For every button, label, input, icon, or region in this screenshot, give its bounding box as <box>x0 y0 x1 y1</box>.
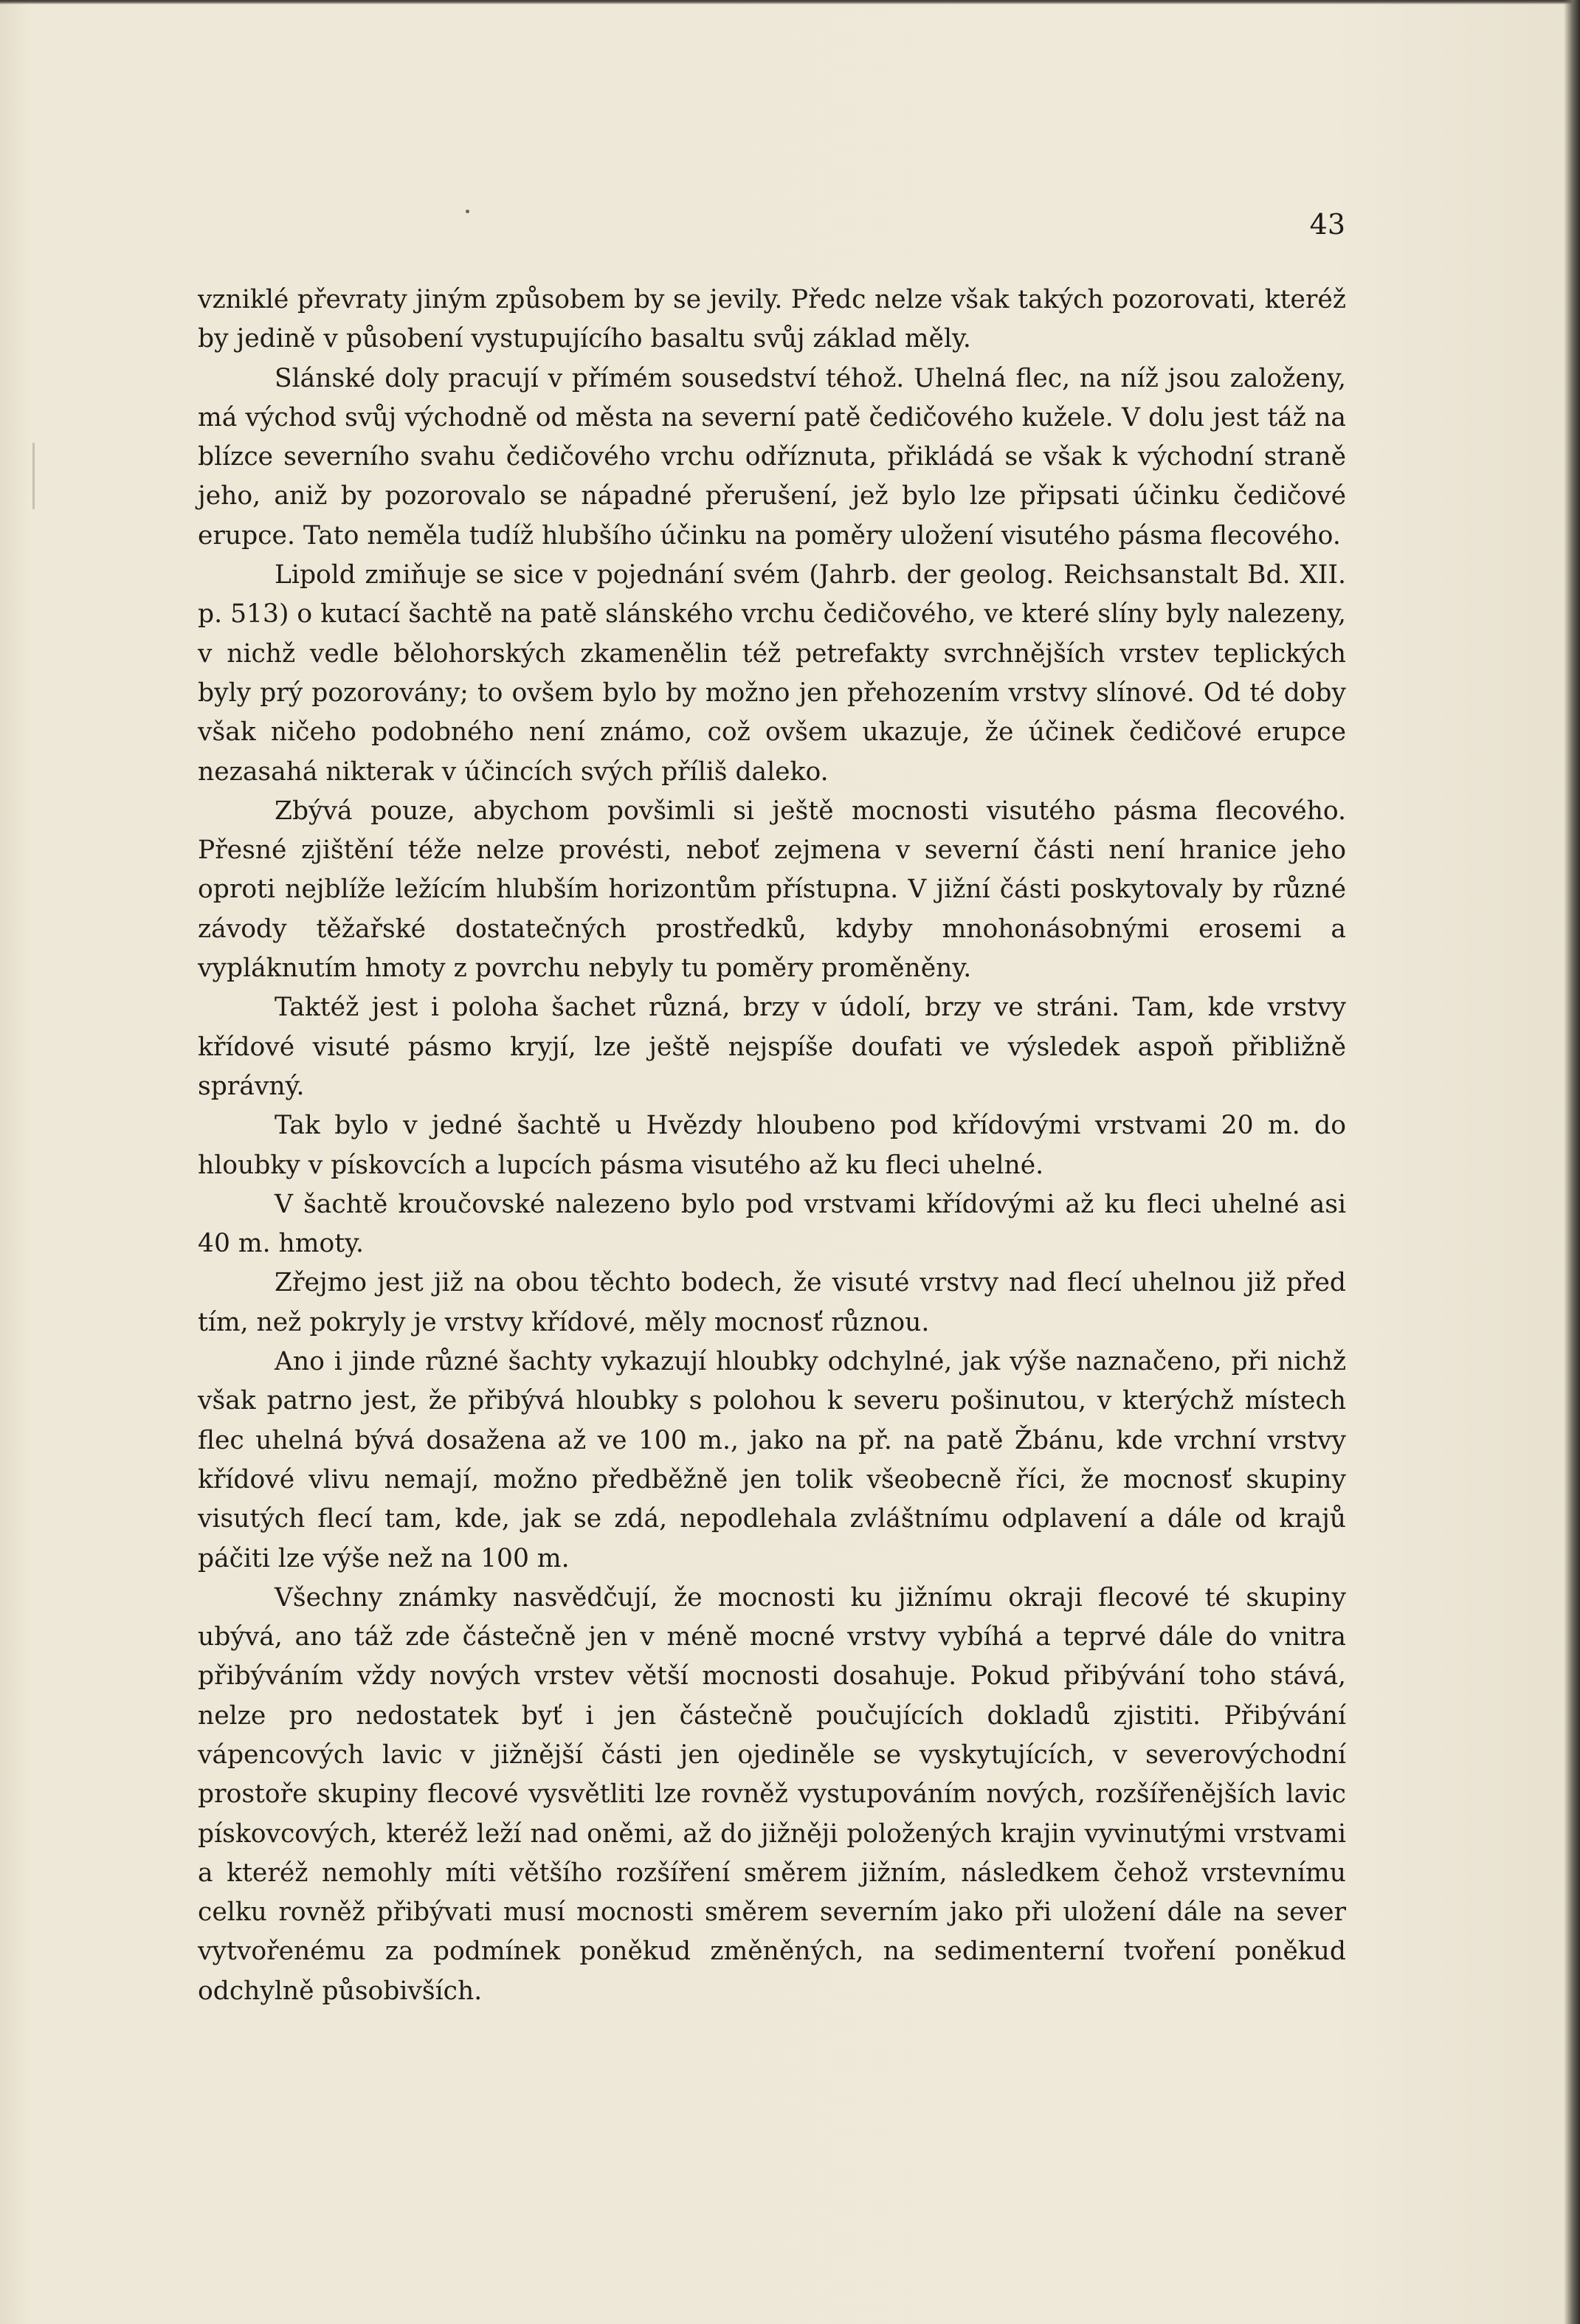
paragraph-10: Všechny známky nasvědčují, že mocnosti ku jižnímu okraji flecové té skupiny ubývá, ano táž zde částečně jen v méně mocné vrstvy vybíhá a teprvé dále do vnitra přibýváním vždy nových vrstev větší mocnosti dosahuje. Pokud přibývání toho stává, nelze pro nedostatek byť i jen částečně poučujících dokladů zjistiti. Přibývání vápencových lavic v jižnější části jen ojediněle se vyskytujících, v severovýchodní prostoře skupiny flecové vysvětliti lze rovněž vystupováním nových, rozšířenějších lavic pískovcových, kteréž leží nad oněmi, až do jižněji položených krajin vyvinutými vrstvami a kteréž nemohly míti většího rozšíření směrem jižním, následkem čehož vrstevnímu celku rovněž přibývati musí mocnosti směrem severním jako při uložení dále na sever vytvořenému za podmínek poněkud změněných, na sedimenterní tvoření poněkud odchylně působivších. <box>198 1582 1346 2006</box>
page-number: 43 <box>1309 208 1345 241</box>
paragraph-1: vzniklé převraty jiným způsobem by se jevily. Předc nelze však takých pozorovati, kteréž by jedině v působení vystupujícího basaltu svůj základ měly. <box>198 285 1346 354</box>
margin-mark <box>32 443 35 509</box>
paragraph-8: Zřejmo jest již na obou těchto bodech, že visuté vrstvy nad flecí uhelnou již před tím, než pokryly je vrstvy křídové, měly mocnosť různou. <box>198 1268 1346 1337</box>
page-top-edge-shadow <box>0 0 1580 4</box>
paragraph-5: Taktéž jest i poloha šachet různá, brzy v údolí, brzy ve stráni. Tam, kde vrstvy křídové visuté pásmo kryjí, lze ještě nejspíše doufati ve výsledek aspoň přibližně správný. <box>198 993 1346 1101</box>
page-right-edge-shadow <box>1564 0 1580 2324</box>
paragraph-6: Tak bylo v jedné šachtě u Hvězdy hloubeno pod křídovými vrstvami 20 m. do hloubky v pískovcích a lupcích pásma visutého až ku fleci uhelné. <box>198 1111 1346 1180</box>
paragraph-4: Zbývá pouze, abychom povšimli si ještě mocnosti visutého pásma flecového. Přesné zjištění téže nelze provésti, neboť zejmena v severní části není hranice jeho oproti nejblíže ležícím hlubším horizontům přístupna. V jižní části poskytovaly by různé závody těžařské dostatečných prostředků, kdyby mnohonásobnými erosemi a vypláknutím hmoty z povrchu nebyly tu poměry proměněny. <box>198 796 1346 984</box>
paragraph-9: Ano i jinde různé šachty vykazují hloubky odchylné, jak výše naznačeno, při nichž však patrno jest, že přibývá hloubky s polohou k severu pošinutou, v kterýchž místech flec uhelná bývá dosažena až ve 100 m., jako na př. na patě Žbánu, kde vrchní vrstvy křídové vlivu nemají, možno předběžně jen tolik všeobecně říci, že mocnosť skupiny visutých flecí tam, kde, jak se zdá, nepodlehala zvláštnímu odplavení a dále od krajů páčiti lze výše než na 100 m. <box>198 1347 1346 1573</box>
paragraph-2: Slánské doly pracují v přímém sousedství téhož. Uhelná flec, na níž jsou založeny, má východ svůj východně od města na severní patě čedičového kužele. V dolu jest táž na blízce severního svahu čedičového vrchu odříznuta, přikládá se však k východní straně jeho, aniž by pozorovalo se nápadné přerušení, jež bylo lze připsati účinku čedičové erupce. Tato neměla tudíž hlubšího účinku na poměry uložení visutého pásma flecového. <box>198 363 1346 551</box>
body-text <box>198 280 1346 2011</box>
paragraph-3: Lipold zmiňuje se sice v pojednání svém (Jahrb. der geolog. Reichsanstalt Bd. XII. p. 513) o kutací šachtě na patě slánského vrchu čedičového, ve které slíny byly nalezeny, v nichž vedle bělohorských zkamenělin též petrefakty svrchnějších vrstev teplických byly prý pozorovány; to ovšem bylo by možno jen přehozením vrstvy slínové. Od té doby však ničeho podobného není známo, což ovšem ukazuje, že účinek čedičové erupce nezasahá nikterak v účincích svých příliš daleko. <box>198 560 1346 787</box>
print-speck <box>466 210 469 213</box>
paragraph-7: V šachtě kroučovské nalezeno bylo pod vrstvami křídovými až ku fleci uhelné asi 40 m. hmoty. <box>198 1189 1346 1259</box>
